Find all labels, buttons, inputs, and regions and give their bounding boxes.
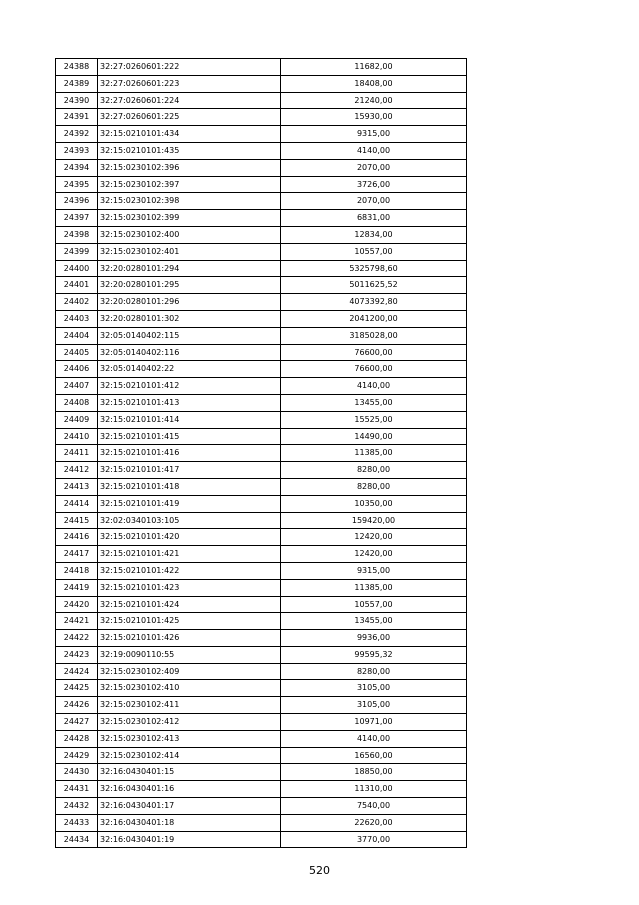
row-number-cell: 24394 bbox=[56, 159, 98, 176]
table-row bbox=[56, 310, 467, 327]
table-row bbox=[56, 462, 467, 479]
table-row bbox=[56, 798, 467, 815]
row-number-cell: 24423 bbox=[56, 646, 98, 663]
cadastral-number-cell: 32:15:0230102:409 bbox=[98, 663, 281, 680]
value-cell: 18850,00 bbox=[281, 764, 467, 781]
row-number-cell: 24414 bbox=[56, 495, 98, 512]
table-row bbox=[56, 428, 467, 445]
row-number-cell: 24424 bbox=[56, 663, 98, 680]
value-cell: 76600,00 bbox=[281, 344, 467, 361]
cadastral-number-cell: 32:15:0210101:421 bbox=[98, 546, 281, 563]
cadastral-number-cell: 32:19:0090110:55 bbox=[98, 646, 281, 663]
value-cell: 2041200,00 bbox=[281, 310, 467, 327]
row-number-cell: 24432 bbox=[56, 798, 98, 815]
table-row bbox=[56, 445, 467, 462]
value-cell: 3105,00 bbox=[281, 680, 467, 697]
cadastral-number-cell: 32:20:0280101:302 bbox=[98, 310, 281, 327]
value-cell: 159420,00 bbox=[281, 512, 467, 529]
value-cell: 13455,00 bbox=[281, 394, 467, 411]
value-cell: 9315,00 bbox=[281, 562, 467, 579]
value-cell: 2070,00 bbox=[281, 193, 467, 210]
value-cell: 76600,00 bbox=[281, 361, 467, 378]
cadastral-number-cell: 32:15:0210101:424 bbox=[98, 596, 281, 613]
row-number-cell: 24422 bbox=[56, 630, 98, 647]
table-row bbox=[56, 646, 467, 663]
cadastral-number-cell: 32:20:0280101:296 bbox=[98, 294, 281, 311]
value-cell: 5325798,60 bbox=[281, 260, 467, 277]
cadastral-number-cell: 32:15:0210101:416 bbox=[98, 445, 281, 462]
table-row bbox=[56, 378, 467, 395]
row-number-cell: 24415 bbox=[56, 512, 98, 529]
cadastral-number-cell: 32:16:0430401:15 bbox=[98, 764, 281, 781]
value-cell: 9936,00 bbox=[281, 630, 467, 647]
row-number-cell: 24404 bbox=[56, 327, 98, 344]
table-row bbox=[56, 59, 467, 76]
cadastral-number-cell: 32:16:0430401:16 bbox=[98, 781, 281, 798]
table-row bbox=[56, 680, 467, 697]
row-number-cell: 24420 bbox=[56, 596, 98, 613]
cadastral-number-cell: 32:15:0230102:401 bbox=[98, 243, 281, 260]
value-cell: 15525,00 bbox=[281, 411, 467, 428]
value-cell: 15930,00 bbox=[281, 109, 467, 126]
row-number-cell: 24392 bbox=[56, 126, 98, 143]
cadastral-number-cell: 32:15:0210101:413 bbox=[98, 394, 281, 411]
cadastral-number-cell: 32:15:0210101:419 bbox=[98, 495, 281, 512]
table-row bbox=[56, 781, 467, 798]
cadastral-number-cell: 32:05:0140402:116 bbox=[98, 344, 281, 361]
row-number-cell: 24400 bbox=[56, 260, 98, 277]
table-row bbox=[56, 596, 467, 613]
row-number-cell: 24426 bbox=[56, 697, 98, 714]
row-number-cell: 24396 bbox=[56, 193, 98, 210]
cadastral-number-cell: 32:15:0210101:422 bbox=[98, 562, 281, 579]
table-row bbox=[56, 260, 467, 277]
row-number-cell: 24425 bbox=[56, 680, 98, 697]
row-number-cell: 24397 bbox=[56, 210, 98, 227]
value-cell: 3185028,00 bbox=[281, 327, 467, 344]
cadastral-number-cell: 32:15:0230102:413 bbox=[98, 730, 281, 747]
cadastral-number-cell: 32:20:0280101:294 bbox=[98, 260, 281, 277]
table-row bbox=[56, 126, 467, 143]
value-cell: 8280,00 bbox=[281, 478, 467, 495]
row-number-cell: 24433 bbox=[56, 814, 98, 831]
row-number-cell: 24405 bbox=[56, 344, 98, 361]
row-number-cell: 24434 bbox=[56, 831, 98, 848]
table-row bbox=[56, 613, 467, 630]
row-number-cell: 24413 bbox=[56, 478, 98, 495]
row-number-cell: 24399 bbox=[56, 243, 98, 260]
table-row bbox=[56, 411, 467, 428]
value-cell: 12834,00 bbox=[281, 226, 467, 243]
value-cell: 12420,00 bbox=[281, 529, 467, 546]
value-cell: 3105,00 bbox=[281, 697, 467, 714]
cadastral-number-cell: 32:20:0280101:295 bbox=[98, 277, 281, 294]
value-cell: 18408,00 bbox=[281, 75, 467, 92]
value-cell: 11385,00 bbox=[281, 579, 467, 596]
table-row bbox=[56, 562, 467, 579]
row-number-cell: 24417 bbox=[56, 546, 98, 563]
value-cell: 10557,00 bbox=[281, 243, 467, 260]
row-number-cell: 24406 bbox=[56, 361, 98, 378]
table-row bbox=[56, 243, 467, 260]
value-cell: 3726,00 bbox=[281, 176, 467, 193]
cadastral-number-cell: 32:15:0210101:417 bbox=[98, 462, 281, 479]
row-number-cell: 24395 bbox=[56, 176, 98, 193]
cadastral-number-cell: 32:15:0230102:397 bbox=[98, 176, 281, 193]
value-cell: 6831,00 bbox=[281, 210, 467, 227]
table-row bbox=[56, 663, 467, 680]
cadastral-number-cell: 32:27:0260601:224 bbox=[98, 92, 281, 109]
cadastral-number-cell: 32:15:0230102:410 bbox=[98, 680, 281, 697]
value-cell: 13455,00 bbox=[281, 613, 467, 630]
table-row bbox=[56, 747, 467, 764]
cadastral-number-cell: 32:15:0230102:399 bbox=[98, 210, 281, 227]
value-cell: 16560,00 bbox=[281, 747, 467, 764]
value-cell: 8280,00 bbox=[281, 663, 467, 680]
row-number-cell: 24429 bbox=[56, 747, 98, 764]
cadastral-number-cell: 32:15:0210101:420 bbox=[98, 529, 281, 546]
cadastral-number-cell: 32:15:0230102:411 bbox=[98, 697, 281, 714]
table-row bbox=[56, 714, 467, 731]
cadastral-number-cell: 32:15:0210101:423 bbox=[98, 579, 281, 596]
row-number-cell: 24402 bbox=[56, 294, 98, 311]
value-cell: 3770,00 bbox=[281, 831, 467, 848]
value-cell: 5011625,52 bbox=[281, 277, 467, 294]
table-row bbox=[56, 142, 467, 159]
table-row bbox=[56, 478, 467, 495]
table-row bbox=[56, 361, 467, 378]
table-row bbox=[56, 697, 467, 714]
row-number-cell: 24410 bbox=[56, 428, 98, 445]
row-number-cell: 24419 bbox=[56, 579, 98, 596]
cadastral-number-cell: 32:15:0230102:400 bbox=[98, 226, 281, 243]
table-row bbox=[56, 159, 467, 176]
cadastral-number-cell: 32:16:0430401:18 bbox=[98, 814, 281, 831]
cadastral-number-cell: 32:15:0210101:434 bbox=[98, 126, 281, 143]
value-cell: 99595,32 bbox=[281, 646, 467, 663]
cadastral-number-cell: 32:15:0210101:435 bbox=[98, 142, 281, 159]
table-row bbox=[56, 512, 467, 529]
cadastral-number-cell: 32:15:0210101:426 bbox=[98, 630, 281, 647]
value-cell: 4073392,80 bbox=[281, 294, 467, 311]
table-row bbox=[56, 764, 467, 781]
row-number-cell: 24421 bbox=[56, 613, 98, 630]
cadastral-number-cell: 32:15:0210101:425 bbox=[98, 613, 281, 630]
cadastral-number-cell: 32:05:0140402:22 bbox=[98, 361, 281, 378]
value-cell: 10350,00 bbox=[281, 495, 467, 512]
row-number-cell: 24390 bbox=[56, 92, 98, 109]
value-cell: 2070,00 bbox=[281, 159, 467, 176]
row-number-cell: 24431 bbox=[56, 781, 98, 798]
value-cell: 22620,00 bbox=[281, 814, 467, 831]
cadastral-number-cell: 32:15:0210101:414 bbox=[98, 411, 281, 428]
row-number-cell: 24388 bbox=[56, 59, 98, 76]
table-row bbox=[56, 831, 467, 848]
row-number-cell: 24409 bbox=[56, 411, 98, 428]
value-cell: 8280,00 bbox=[281, 462, 467, 479]
value-cell: 4140,00 bbox=[281, 378, 467, 395]
table-row bbox=[56, 294, 467, 311]
row-number-cell: 24418 bbox=[56, 562, 98, 579]
cadastral-number-cell: 32:15:0210101:415 bbox=[98, 428, 281, 445]
table-row bbox=[56, 814, 467, 831]
value-cell: 11310,00 bbox=[281, 781, 467, 798]
cadastral-number-cell: 32:27:0260601:222 bbox=[98, 59, 281, 76]
cadastral-number-cell: 32:15:0230102:414 bbox=[98, 747, 281, 764]
table-row bbox=[56, 277, 467, 294]
row-number-cell: 24430 bbox=[56, 764, 98, 781]
value-cell: 4140,00 bbox=[281, 142, 467, 159]
table-row bbox=[56, 176, 467, 193]
row-number-cell: 24401 bbox=[56, 277, 98, 294]
row-number-cell: 24428 bbox=[56, 730, 98, 747]
row-number-cell: 24416 bbox=[56, 529, 98, 546]
table-row bbox=[56, 344, 467, 361]
table-row bbox=[56, 92, 467, 109]
row-number-cell: 24393 bbox=[56, 142, 98, 159]
cadastral-number-cell: 32:27:0260601:223 bbox=[98, 75, 281, 92]
cadastral-number-cell: 32:15:0230102:396 bbox=[98, 159, 281, 176]
table-row bbox=[56, 327, 467, 344]
table-row bbox=[56, 193, 467, 210]
row-number-cell: 24412 bbox=[56, 462, 98, 479]
table-row bbox=[56, 579, 467, 596]
row-number-cell: 24427 bbox=[56, 714, 98, 731]
row-number-cell: 24398 bbox=[56, 226, 98, 243]
cadastral-number-cell: 32:16:0430401:19 bbox=[98, 831, 281, 848]
value-cell: 10971,00 bbox=[281, 714, 467, 731]
value-cell: 7540,00 bbox=[281, 798, 467, 815]
table-row bbox=[56, 495, 467, 512]
table-row bbox=[56, 75, 467, 92]
table-row bbox=[56, 546, 467, 563]
table-row bbox=[56, 529, 467, 546]
table-body bbox=[56, 59, 467, 848]
row-number-cell: 24408 bbox=[56, 394, 98, 411]
table-row bbox=[56, 210, 467, 227]
value-cell: 11682,00 bbox=[281, 59, 467, 76]
value-cell: 14490,00 bbox=[281, 428, 467, 445]
value-cell: 9315,00 bbox=[281, 126, 467, 143]
table-row bbox=[56, 394, 467, 411]
cadastral-number-cell: 32:27:0260601:225 bbox=[98, 109, 281, 126]
table-row bbox=[56, 226, 467, 243]
row-number-cell: 24407 bbox=[56, 378, 98, 395]
cadastral-value-table bbox=[55, 58, 467, 848]
table-row bbox=[56, 630, 467, 647]
cadastral-number-cell: 32:15:0210101:418 bbox=[98, 478, 281, 495]
value-cell: 10557,00 bbox=[281, 596, 467, 613]
value-cell: 4140,00 bbox=[281, 730, 467, 747]
row-number-cell: 24411 bbox=[56, 445, 98, 462]
cadastral-number-cell: 32:02:0340103:105 bbox=[98, 512, 281, 529]
cadastral-number-cell: 32:05:0140402:115 bbox=[98, 327, 281, 344]
value-cell: 11385,00 bbox=[281, 445, 467, 462]
cadastral-number-cell: 32:15:0230102:398 bbox=[98, 193, 281, 210]
row-number-cell: 24403 bbox=[56, 310, 98, 327]
cadastral-number-cell: 32:15:0210101:412 bbox=[98, 378, 281, 395]
value-cell: 21240,00 bbox=[281, 92, 467, 109]
value-cell: 12420,00 bbox=[281, 546, 467, 563]
row-number-cell: 24391 bbox=[56, 109, 98, 126]
table-row bbox=[56, 109, 467, 126]
table-row bbox=[56, 730, 467, 747]
cadastral-number-cell: 32:15:0230102:412 bbox=[98, 714, 281, 731]
cadastral-number-cell: 32:16:0430401:17 bbox=[98, 798, 281, 815]
page-number: 520 bbox=[309, 864, 330, 877]
row-number-cell: 24389 bbox=[56, 75, 98, 92]
